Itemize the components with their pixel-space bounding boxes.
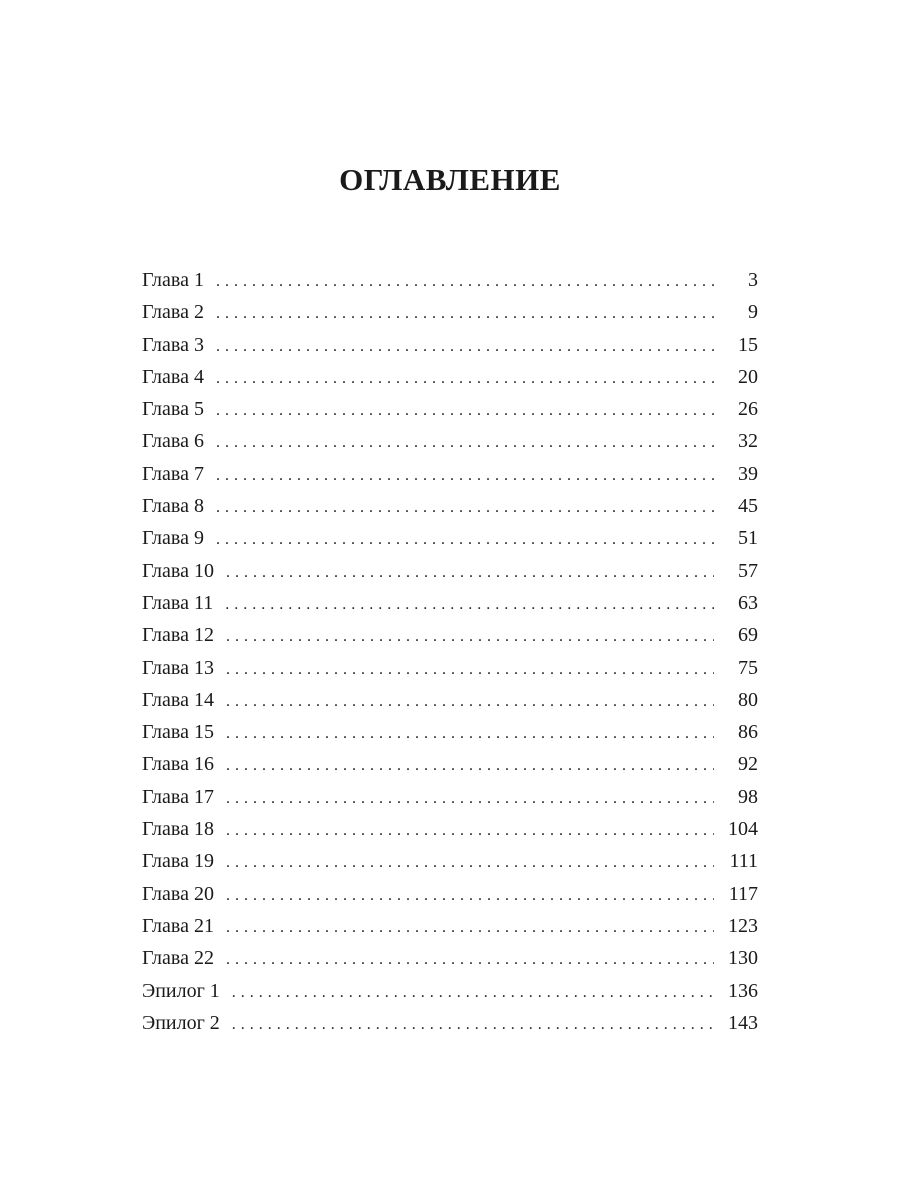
toc-entry-page-number: 39 bbox=[738, 462, 758, 485]
toc-dot-leader bbox=[226, 686, 714, 718]
toc-entry-label: Глава 6 bbox=[142, 430, 204, 453]
toc-entry-label: Глава 15 bbox=[142, 721, 214, 744]
toc-entry-page-number: 80 bbox=[738, 688, 758, 711]
toc-entry bbox=[142, 587, 758, 619]
toc-dot-leader bbox=[216, 331, 714, 363]
toc-entry bbox=[142, 425, 758, 457]
toc-entry-page-number: 143 bbox=[728, 1011, 758, 1034]
toc-entry-page-number: 26 bbox=[738, 398, 758, 421]
toc-dot-leader bbox=[216, 298, 714, 330]
toc-entry bbox=[142, 878, 758, 910]
toc-dot-leader bbox=[226, 718, 714, 750]
toc-entry bbox=[142, 1007, 758, 1039]
toc-entry-label: Глава 17 bbox=[142, 785, 214, 808]
toc-entry bbox=[142, 975, 758, 1007]
toc-entry-label: Эпилог 2 bbox=[142, 1011, 220, 1034]
toc-entry-page-number: 69 bbox=[738, 624, 758, 647]
toc-entry bbox=[142, 781, 758, 813]
toc-dot-leader bbox=[226, 880, 714, 912]
toc-entry-label: Глава 2 bbox=[142, 301, 204, 324]
toc-entry bbox=[142, 619, 758, 651]
toc-entry bbox=[142, 748, 758, 780]
toc-entry-label: Глава 16 bbox=[142, 753, 214, 776]
toc-dot-leader bbox=[226, 944, 714, 976]
toc-entry bbox=[142, 910, 758, 942]
toc-entry-label: Глава 18 bbox=[142, 818, 214, 841]
toc-dot-leader bbox=[216, 363, 714, 395]
toc-entry-label: Глава 5 bbox=[142, 398, 204, 421]
toc-dot-leader bbox=[216, 524, 714, 556]
toc-entry-label: Глава 19 bbox=[142, 850, 214, 873]
toc-entry-page-number: 20 bbox=[738, 365, 758, 388]
toc-entry-page-number: 111 bbox=[729, 850, 758, 873]
toc-entry-page-number: 32 bbox=[738, 430, 758, 453]
toc-entry bbox=[142, 522, 758, 554]
toc-dot-leader bbox=[226, 621, 714, 653]
toc-entry-label: Глава 8 bbox=[142, 495, 204, 518]
toc-dot-leader bbox=[226, 783, 714, 815]
toc-entry bbox=[142, 845, 758, 877]
toc-entry-page-number: 123 bbox=[728, 914, 758, 937]
toc-entry bbox=[142, 555, 758, 587]
toc-entry-page-number: 9 bbox=[748, 301, 758, 324]
toc-entry-page-number: 86 bbox=[738, 721, 758, 744]
toc-entry-page-number: 130 bbox=[728, 947, 758, 970]
toc-entry-label: Глава 12 bbox=[142, 624, 214, 647]
toc-entry-label: Глава 14 bbox=[142, 688, 214, 711]
toc-entry-page-number: 75 bbox=[738, 656, 758, 679]
toc-dot-leader bbox=[226, 847, 714, 879]
toc-entry bbox=[142, 813, 758, 845]
toc-dot-leader bbox=[216, 266, 714, 298]
toc-entry bbox=[142, 684, 758, 716]
toc-entry-label: Глава 20 bbox=[142, 882, 214, 905]
toc-entry-page-number: 104 bbox=[728, 818, 758, 841]
toc-entry bbox=[142, 264, 758, 296]
toc-dot-leader bbox=[232, 977, 714, 1009]
toc-entry bbox=[142, 361, 758, 393]
toc-entry-page-number: 63 bbox=[738, 591, 758, 614]
toc-entry-page-number: 51 bbox=[738, 527, 758, 550]
toc-title: ОГЛАВЛЕНИЕ bbox=[339, 162, 561, 197]
toc-entry-page-number: 92 bbox=[738, 753, 758, 776]
toc-dot-leader bbox=[226, 912, 714, 944]
toc-entry-page-number: 3 bbox=[748, 269, 758, 291]
toc-entry bbox=[142, 942, 758, 974]
toc-dot-leader bbox=[216, 395, 714, 427]
toc-dot-leader bbox=[226, 557, 714, 589]
toc-entry-page-number: 117 bbox=[728, 882, 758, 905]
toc-entry bbox=[142, 329, 758, 361]
toc-entry-page-number: 136 bbox=[728, 979, 758, 1002]
toc-dot-leader bbox=[232, 1009, 714, 1041]
toc-entry-label: Глава 1 bbox=[142, 269, 204, 291]
toc-dot-leader bbox=[226, 654, 714, 686]
toc-entry-label: Глава 22 bbox=[142, 947, 214, 970]
toc-dot-leader bbox=[226, 815, 714, 847]
toc-entry-label: Глава 4 bbox=[142, 365, 204, 388]
toc-entry-label: Глава 10 bbox=[142, 559, 214, 582]
toc-entry bbox=[142, 490, 758, 522]
toc-entry-label: Глава 11 bbox=[142, 591, 214, 614]
toc-entry bbox=[142, 716, 758, 748]
toc-entry-label: Глава 3 bbox=[142, 333, 204, 356]
toc-entry-page-number: 98 bbox=[738, 785, 758, 808]
toc-entry bbox=[142, 652, 758, 684]
toc-entry bbox=[142, 296, 758, 328]
toc-entry bbox=[142, 458, 758, 490]
toc-entry-page-number: 45 bbox=[738, 495, 758, 518]
toc-dot-leader bbox=[226, 750, 714, 782]
toc-entry-label: Глава 7 bbox=[142, 462, 204, 485]
toc-dot-leader bbox=[216, 492, 714, 524]
toc-entry-label: Глава 9 bbox=[142, 527, 204, 550]
toc-entry-page-number: 57 bbox=[738, 559, 758, 582]
toc-entry bbox=[142, 393, 758, 425]
toc-dot-leader bbox=[216, 460, 714, 492]
toc-list bbox=[142, 264, 758, 1039]
toc-entry-label: Эпилог 1 bbox=[142, 979, 220, 1002]
toc-dot-leader bbox=[225, 589, 714, 621]
toc-entry-label: Глава 21 bbox=[142, 914, 214, 937]
toc-entry-label: Глава 13 bbox=[142, 656, 214, 679]
toc-dot-leader bbox=[216, 427, 714, 459]
toc-entry-page-number: 15 bbox=[738, 333, 758, 356]
